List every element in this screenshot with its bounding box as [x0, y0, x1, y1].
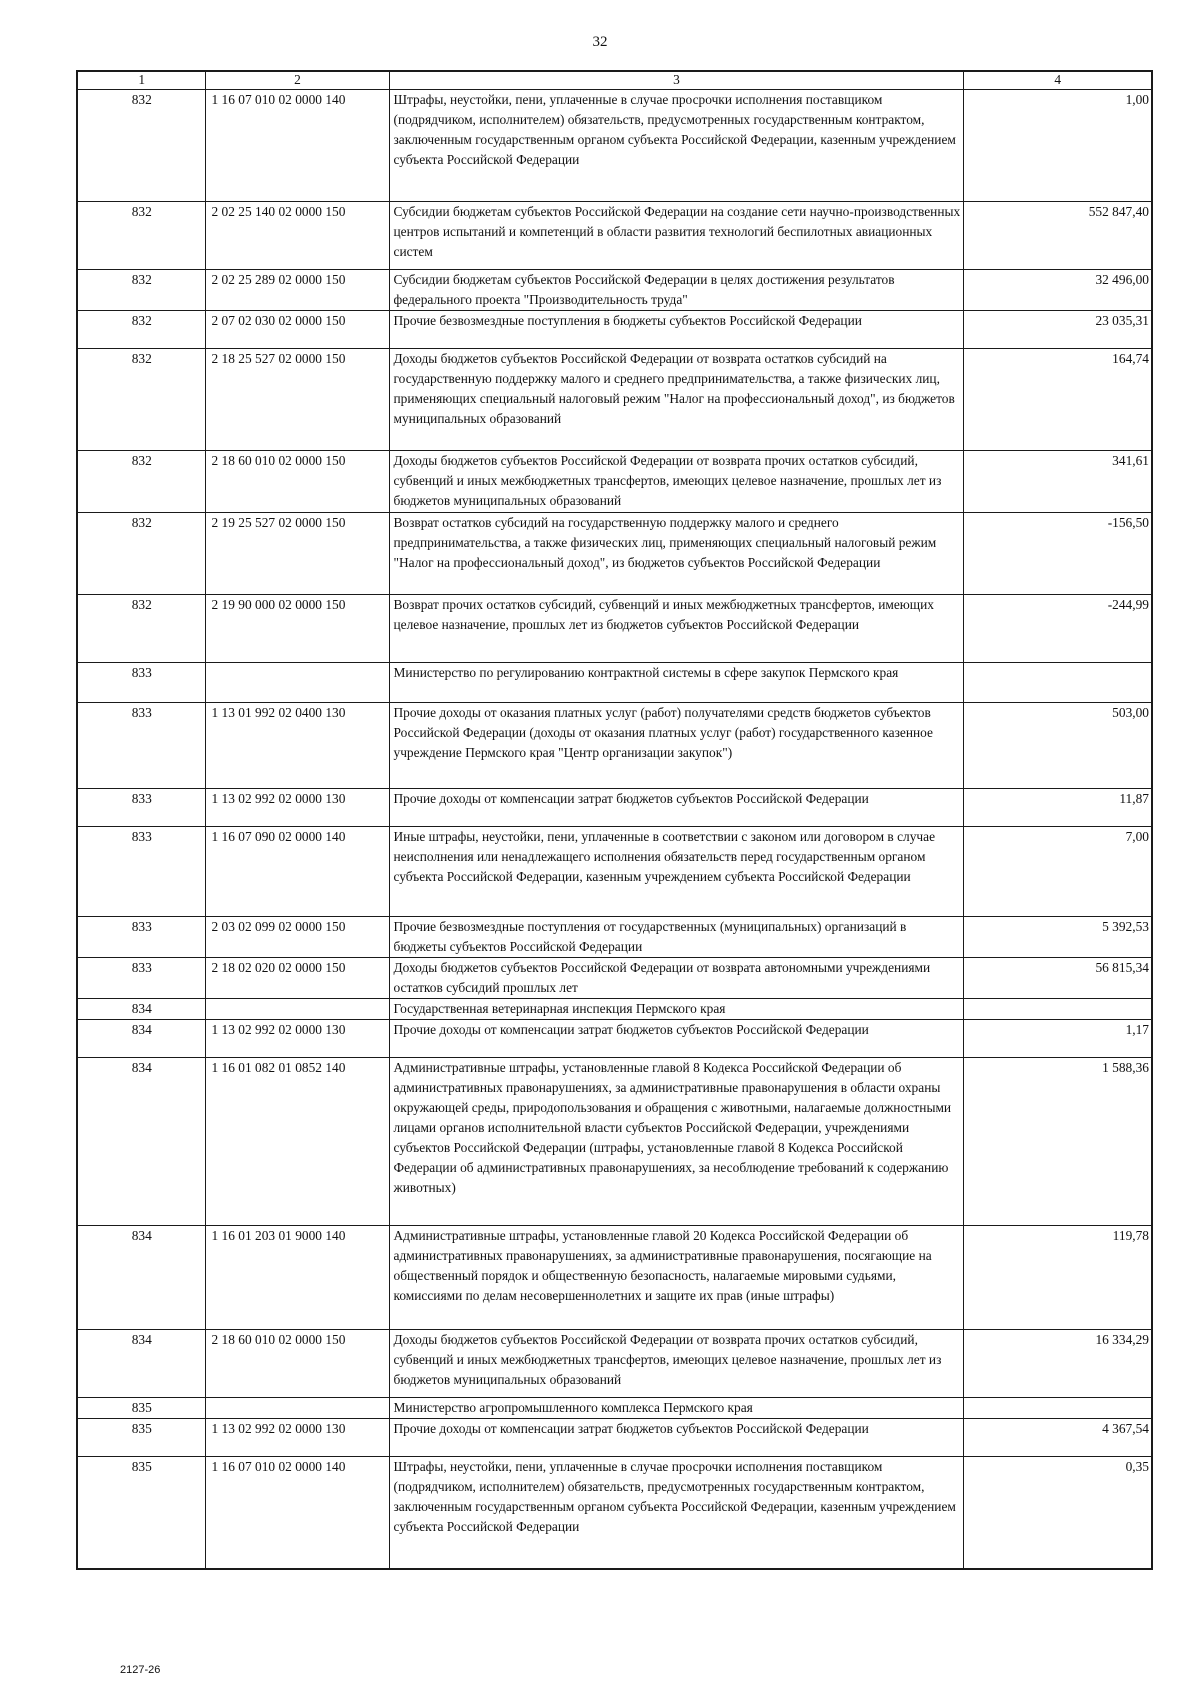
budget-code-cell: 2 18 02 020 02 0000 150 — [205, 958, 389, 999]
column-header-4: 4 — [963, 71, 1152, 90]
amount-cell: 119,78 — [963, 1226, 1152, 1330]
budget-code-cell: 1 13 02 992 02 0000 130 — [205, 1020, 389, 1058]
description-cell: Прочие доходы от компенсации затрат бюджетов субъектов Российской Федерации — [389, 1419, 963, 1457]
budget-code-cell: 1 13 01 992 02 0400 130 — [205, 703, 389, 789]
table-row — [77, 595, 1152, 663]
table-row — [77, 311, 1152, 349]
table-row — [77, 827, 1152, 917]
table-row — [77, 1058, 1152, 1226]
description-cell: Административные штрафы, установленные главой 20 Кодекса Российской Федерации об административных правонарушениях, за административные правонарушения, посягающие на общественный порядок и общественную безопасность, налагаемые мировыми судьями, комиссиями по делам несовершеннолетних и защите их прав (иные штрафы) — [389, 1226, 963, 1330]
amount-cell: 503,00 — [963, 703, 1152, 789]
budget-code-cell: 1 16 01 082 01 0852 140 — [205, 1058, 389, 1226]
description-cell: Возврат остатков субсидий на государственную поддержку малого и среднего предпринимательства, а также физических лиц, применяющих специальный налоговый режим "Налог на профессиональный доход", из бюджетов субъектов Российской Федерации — [389, 513, 963, 595]
description-cell: Государственная ветеринарная инспекция Пермского края — [389, 999, 963, 1020]
admin-code-cell: 832 — [77, 349, 205, 451]
admin-code-cell: 834 — [77, 999, 205, 1020]
budget-code-cell: 2 18 60 010 02 0000 150 — [205, 451, 389, 513]
column-header-2: 2 — [205, 71, 389, 90]
admin-code-cell: 834 — [77, 1330, 205, 1398]
description-cell: Доходы бюджетов субъектов Российской Федерации от возврата прочих остатков субсидий, субвенций и иных межбюджетных трансфертов, имеющих целевое назначение, прошлых лет из бюджетов муниципальных образований — [389, 1330, 963, 1398]
amount-cell: 5 392,53 — [963, 917, 1152, 958]
amount-cell: 164,74 — [963, 349, 1152, 451]
amount-cell: 1,00 — [963, 90, 1152, 202]
description-cell: Прочие доходы от оказания платных услуг (работ) получателями средств бюджетов субъектов Российской Федерации (доходы от оказания платных услуг (работ) государственного казенное учреждение Пермского края "Центр организации закупок") — [389, 703, 963, 789]
description-cell: Доходы бюджетов субъектов Российской Федерации от возврата остатков субсидий на государственную поддержку малого и среднего предпринимательства, а также физических лиц, применяющих специальный налоговый режим "Налог на профессиональный доход", из бюджетов муниципальных образований — [389, 349, 963, 451]
table-row — [77, 663, 1152, 703]
description-cell: Министерство агропромышленного комплекса Пермского края — [389, 1398, 963, 1419]
amount-cell: 0,35 — [963, 1457, 1152, 1569]
table-row — [77, 451, 1152, 513]
budget-code-cell: 2 19 25 527 02 0000 150 — [205, 513, 389, 595]
amount-cell: 7,00 — [963, 827, 1152, 917]
amount-cell: 552 847,40 — [963, 202, 1152, 270]
amount-cell: 4 367,54 — [963, 1419, 1152, 1457]
admin-code-cell: 834 — [77, 1020, 205, 1058]
budget-code-cell: 2 19 90 000 02 0000 150 — [205, 595, 389, 663]
admin-code-cell: 833 — [77, 958, 205, 999]
amount-cell: -244,99 — [963, 595, 1152, 663]
amount-cell — [963, 663, 1152, 703]
admin-code-cell: 833 — [77, 663, 205, 703]
revenue-table — [76, 70, 1153, 1570]
table-row — [77, 1330, 1152, 1398]
table-row — [77, 958, 1152, 999]
admin-code-cell: 832 — [77, 270, 205, 311]
budget-code-cell: 2 18 25 527 02 0000 150 — [205, 349, 389, 451]
column-number-row — [77, 71, 1152, 90]
description-cell: Прочие доходы от компенсации затрат бюджетов субъектов Российской Федерации — [389, 1020, 963, 1058]
budget-code-cell: 2 02 25 289 02 0000 150 — [205, 270, 389, 311]
admin-code-cell: 835 — [77, 1419, 205, 1457]
description-cell: Доходы бюджетов субъектов Российской Федерации от возврата автономными учреждениями остатков субсидий прошлых лет — [389, 958, 963, 999]
table-row — [77, 513, 1152, 595]
table-row — [77, 703, 1152, 789]
amount-cell: 341,61 — [963, 451, 1152, 513]
budget-code-cell: 2 03 02 099 02 0000 150 — [205, 917, 389, 958]
admin-code-cell: 835 — [77, 1457, 205, 1569]
page-number: 32 — [592, 34, 608, 50]
budget-code-cell: 2 18 60 010 02 0000 150 — [205, 1330, 389, 1398]
admin-code-cell: 834 — [77, 1058, 205, 1226]
admin-code-cell: 835 — [77, 1398, 205, 1419]
admin-code-cell: 832 — [77, 90, 205, 202]
amount-cell: 1,17 — [963, 1020, 1152, 1058]
description-cell: Субсидии бюджетам субъектов Российской Федерации на создание сети научно-производственных центров испытаний и компетенций в области развития технологий беспилотных авиационных систем — [389, 202, 963, 270]
description-cell: Штрафы, неустойки, пени, уплаченные в случае просрочки исполнения поставщиком (подрядчиком, исполнителем) обязательств, предусмотренных государственным контрактом, заключенным государственным органом субъекта Российской Федерации, казенным учреждением субъекта Российской Федерации — [389, 1457, 963, 1569]
budget-code-cell: 1 16 01 203 01 9000 140 — [205, 1226, 389, 1330]
amount-cell: 32 496,00 — [963, 270, 1152, 311]
table-row — [77, 917, 1152, 958]
amount-cell: -156,50 — [963, 513, 1152, 595]
table-row — [77, 1226, 1152, 1330]
admin-code-cell: 833 — [77, 703, 205, 789]
budget-code-cell: 1 16 07 090 02 0000 140 — [205, 827, 389, 917]
budget-code-cell: 2 07 02 030 02 0000 150 — [205, 311, 389, 349]
description-cell: Субсидии бюджетам субъектов Российской Федерации в целях достижения результатов федерального проекта "Производительность труда" — [389, 270, 963, 311]
table-row — [77, 1457, 1152, 1569]
budget-code-cell — [205, 1398, 389, 1419]
amount-cell: 23 035,31 — [963, 311, 1152, 349]
amount-cell: 1 588,36 — [963, 1058, 1152, 1226]
description-cell: Административные штрафы, установленные главой 8 Кодекса Российской Федерации об административных правонарушениях, за административные правонарушения в области охраны окружающей среды, природопользования и обращения с животными, налагаемые должностными лицами органов исполнительной власти субъектов Российской Федерации, учреждениями субъектов Российской Федерации (штрафы, установленные главой 8 Кодекса Российской Федерации об административных правонарушениях, за несоблюдение требований к содержанию животных) — [389, 1058, 963, 1226]
table-row — [77, 1398, 1152, 1419]
description-cell: Прочие доходы от компенсации затрат бюджетов субъектов Российской Федерации — [389, 789, 963, 827]
admin-code-cell: 833 — [77, 789, 205, 827]
admin-code-cell: 833 — [77, 917, 205, 958]
table-row — [77, 90, 1152, 202]
column-header-1: 1 — [77, 71, 205, 90]
table-row — [77, 349, 1152, 451]
budget-code-cell: 1 13 02 992 02 0000 130 — [205, 789, 389, 827]
amount-cell: 16 334,29 — [963, 1330, 1152, 1398]
amount-cell — [963, 1398, 1152, 1419]
description-cell: Возврат прочих остатков субсидий, субвенций и иных межбюджетных трансфертов, имеющих целевое назначение, прошлых лет из бюджетов субъектов Российской Федерации — [389, 595, 963, 663]
budget-code-cell: 1 16 07 010 02 0000 140 — [205, 90, 389, 202]
description-cell: Прочие безвозмездные поступления от государственных (муниципальных) организаций в бюджеты субъектов Российской Федерации — [389, 917, 963, 958]
admin-code-cell: 832 — [77, 311, 205, 349]
admin-code-cell: 832 — [77, 513, 205, 595]
description-cell: Доходы бюджетов субъектов Российской Федерации от возврата прочих остатков субсидий, субвенций и иных межбюджетных трансфертов, имеющих целевое назначение, прошлых лет из бюджетов муниципальных образований — [389, 451, 963, 513]
description-cell: Министерство по регулированию контрактной системы в сфере закупок Пермского края — [389, 663, 963, 703]
admin-code-cell: 832 — [77, 202, 205, 270]
table-body — [77, 90, 1152, 1569]
amount-cell: 56 815,34 — [963, 958, 1152, 999]
description-cell: Прочие безвозмездные поступления в бюджеты субъектов Российской Федерации — [389, 311, 963, 349]
budget-code-cell — [205, 663, 389, 703]
budget-code-cell: 2 02 25 140 02 0000 150 — [205, 202, 389, 270]
admin-code-cell: 833 — [77, 827, 205, 917]
table-row — [77, 202, 1152, 270]
amount-cell — [963, 999, 1152, 1020]
table-row — [77, 1419, 1152, 1457]
budget-code-cell: 1 13 02 992 02 0000 130 — [205, 1419, 389, 1457]
description-cell: Штрафы, неустойки, пени, уплаченные в случае просрочки исполнения поставщиком (подрядчиком, исполнителем) обязательств, предусмотренных государственным контрактом, заключенным государственным органом субъекта Российской Федерации, казенным учреждением субъекта Российской Федерации — [389, 90, 963, 202]
column-header-3: 3 — [389, 71, 963, 90]
amount-cell: 11,87 — [963, 789, 1152, 827]
table-row — [77, 789, 1152, 827]
admin-code-cell: 834 — [77, 1226, 205, 1330]
description-cell: Иные штрафы, неустойки, пени, уплаченные в соответствии с законом или договором в случае неисполнения или ненадлежащего исполнения обязательств перед государственным органом субъекта Российской Федерации, казенным учреждением субъекта Российской Федерации — [389, 827, 963, 917]
table-row — [77, 999, 1152, 1020]
admin-code-cell: 832 — [77, 451, 205, 513]
table-row — [77, 270, 1152, 311]
table-row — [77, 1020, 1152, 1058]
budget-code-cell — [205, 999, 389, 1020]
footer-code: 2127-26 — [120, 1664, 161, 1676]
budget-code-cell: 1 16 07 010 02 0000 140 — [205, 1457, 389, 1569]
admin-code-cell: 832 — [77, 595, 205, 663]
